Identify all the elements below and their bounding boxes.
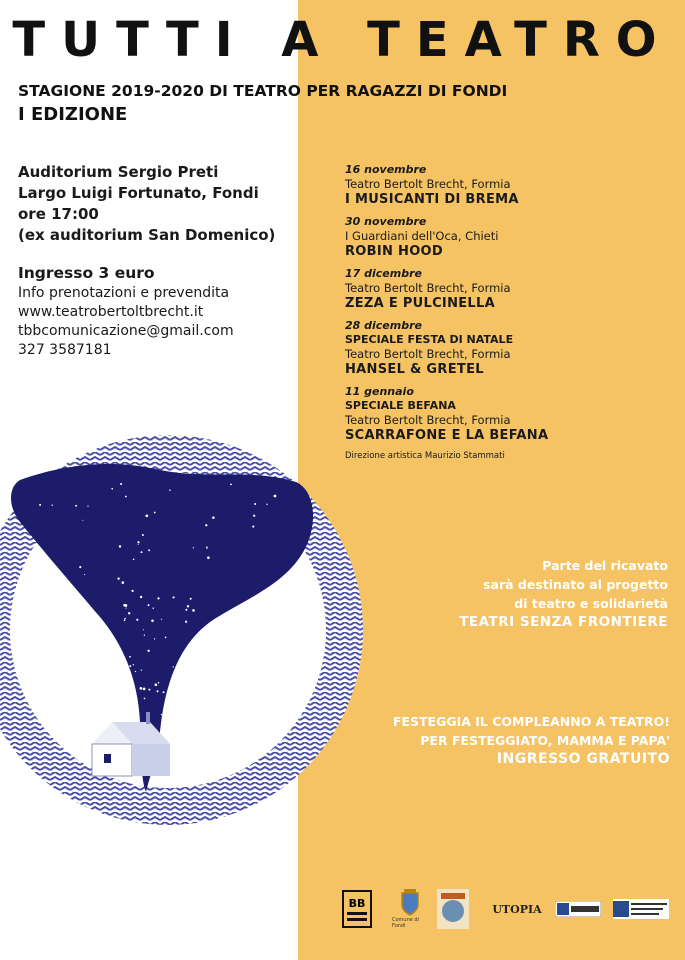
- star: [136, 619, 138, 621]
- event-item: [345, 319, 675, 378]
- star: [52, 505, 53, 506]
- star: [122, 581, 125, 584]
- star: [129, 656, 131, 658]
- ministero-logo: [612, 888, 670, 930]
- star: [148, 549, 150, 551]
- star: [187, 605, 189, 607]
- birthday-note: [380, 712, 670, 769]
- star: [119, 545, 121, 547]
- ticket-block: [18, 262, 234, 360]
- star: [137, 714, 139, 716]
- star: [161, 619, 162, 620]
- star: [120, 483, 122, 485]
- star: [163, 691, 165, 693]
- star: [124, 618, 126, 620]
- festival-logo: [436, 888, 470, 930]
- star: [154, 512, 156, 514]
- star: [165, 637, 167, 639]
- star: [152, 607, 153, 608]
- season-subtitle: STAGIONE 2019-2020 DI TEATRO PER RAGAZZI DI FONDI: [18, 82, 508, 100]
- star: [193, 547, 194, 548]
- star: [148, 689, 150, 691]
- event-date: 16 novembre: [345, 163, 427, 176]
- star: [253, 515, 255, 517]
- charity-note: [396, 556, 668, 632]
- star: [144, 698, 146, 700]
- venue-former-name: (ex auditorium San Domenico): [18, 226, 276, 244]
- charity-line: sarà destinato al progetto: [483, 577, 668, 592]
- event-company: I Guardiani dell'Oca, Chieti: [345, 229, 499, 243]
- utopia-label: UTOPIA: [492, 902, 542, 916]
- star: [155, 683, 158, 686]
- star: [135, 671, 136, 672]
- website-link[interactable]: www.teatrobertoltbrecht.it: [18, 304, 204, 320]
- comune-label: Comune di Fondi: [392, 917, 419, 929]
- star: [84, 574, 85, 575]
- phone-number: 327 3587181: [18, 342, 112, 358]
- star: [157, 690, 159, 692]
- star: [169, 489, 171, 491]
- event-item: [345, 215, 675, 260]
- star: [154, 638, 155, 639]
- star: [172, 666, 173, 667]
- regione-logo: [554, 888, 602, 930]
- star: [161, 714, 162, 715]
- birthday-line: FESTEGGIA IL COMPLEANNO A TEATRO!: [392, 714, 670, 729]
- star: [252, 526, 254, 528]
- charity-line: Parte del ricavato: [542, 558, 668, 573]
- event-item: [345, 267, 675, 312]
- star: [205, 524, 207, 526]
- event-title: ROBIN HOOD: [345, 244, 443, 259]
- star: [125, 496, 127, 498]
- star: [87, 505, 88, 506]
- venue-name: Auditorium Sergio Preti: [18, 163, 219, 181]
- star: [145, 514, 148, 517]
- star: [192, 609, 195, 612]
- event-date: 17 dicembre: [345, 267, 422, 280]
- star: [75, 505, 77, 507]
- svg-text:BB: BB: [348, 897, 366, 910]
- venue-time: ore 17:00: [18, 205, 99, 223]
- event-company: Teatro Bertolt Brecht, Formia: [345, 347, 511, 361]
- star: [173, 596, 175, 598]
- star: [144, 635, 145, 636]
- event-date: 30 novembre: [345, 215, 427, 228]
- event-title: HANSEL & GRETEL: [345, 362, 484, 377]
- star: [138, 544, 139, 545]
- star: [254, 503, 256, 505]
- star: [140, 596, 142, 598]
- event-title: I MUSICANTI DI BREMA: [345, 192, 519, 207]
- brecht-theatre-logo: [340, 888, 374, 930]
- star: [82, 520, 83, 521]
- star: [148, 604, 150, 606]
- event-item: [345, 163, 675, 208]
- artistic-direction: Direzione artistica Maurizio Stammati: [345, 451, 505, 461]
- event-company: Teatro Bertolt Brecht, Formia: [345, 413, 511, 427]
- event-item: [345, 385, 675, 444]
- event-date: 11 gennaio: [345, 385, 414, 398]
- star: [160, 729, 162, 731]
- star: [206, 546, 208, 548]
- venue-address: Largo Luigi Fortunato, Fondi: [18, 184, 259, 202]
- star: [190, 598, 192, 600]
- star: [151, 620, 154, 623]
- star: [212, 516, 215, 519]
- star: [143, 629, 144, 630]
- email-link[interactable]: tbbcomunicazione@gmail.com: [18, 323, 234, 339]
- star: [129, 665, 131, 667]
- star: [230, 483, 232, 485]
- star: [79, 566, 81, 568]
- event-title: SCARRAFONE E LA BEFANA: [345, 428, 549, 443]
- free-entry: INGRESSO GRATUITO: [496, 751, 670, 767]
- venue-block: [18, 162, 275, 246]
- star: [143, 688, 146, 691]
- star: [157, 597, 159, 599]
- star: [117, 577, 119, 579]
- comune-fondi-logo: [392, 888, 428, 930]
- event-title: ZEZA E PULCINELLA: [345, 296, 495, 311]
- star: [141, 669, 142, 670]
- event-special: SPECIALE BEFANA: [345, 399, 456, 412]
- event-date: 28 dicembre: [345, 319, 422, 332]
- star: [207, 556, 210, 559]
- event-special: SPECIALE FESTA DI NATALE: [345, 333, 514, 346]
- edition-label: I EDIZIONE: [18, 104, 128, 125]
- star: [128, 612, 130, 614]
- star: [158, 682, 159, 683]
- illustration: [0, 382, 386, 878]
- star: [132, 590, 134, 592]
- star: [137, 541, 139, 543]
- star: [166, 701, 168, 703]
- star: [147, 650, 149, 652]
- ticket-info: Info prenotazioni e prevendita: [18, 285, 230, 301]
- star: [274, 495, 277, 498]
- program-list: [345, 163, 675, 461]
- birthday-line: PER FESTEGGIATO, MAMMA E PAPA': [420, 733, 670, 748]
- event-company: Teatro Bertolt Brecht, Formia: [345, 281, 511, 295]
- star: [126, 608, 127, 609]
- event-company: Teatro Bertolt Brecht, Formia: [345, 177, 511, 191]
- star: [123, 604, 126, 607]
- charity-line: di teatro e solidarietà: [514, 596, 668, 611]
- ticket-price: Ingresso 3 euro: [18, 264, 155, 282]
- star: [185, 621, 187, 623]
- star: [266, 504, 267, 505]
- utopia-logo: [488, 888, 546, 930]
- star: [133, 664, 134, 665]
- star: [141, 551, 143, 553]
- star: [124, 620, 126, 622]
- star: [185, 609, 187, 611]
- star: [111, 488, 113, 490]
- star: [142, 534, 144, 536]
- star: [133, 559, 135, 561]
- star: [39, 504, 41, 506]
- sponsor-logos: [340, 888, 680, 930]
- poster-title: TUTTI A TEATRO: [12, 12, 673, 68]
- star: [140, 687, 143, 690]
- charity-project: TEATRI SENZA FRONTIERE: [459, 614, 668, 630]
